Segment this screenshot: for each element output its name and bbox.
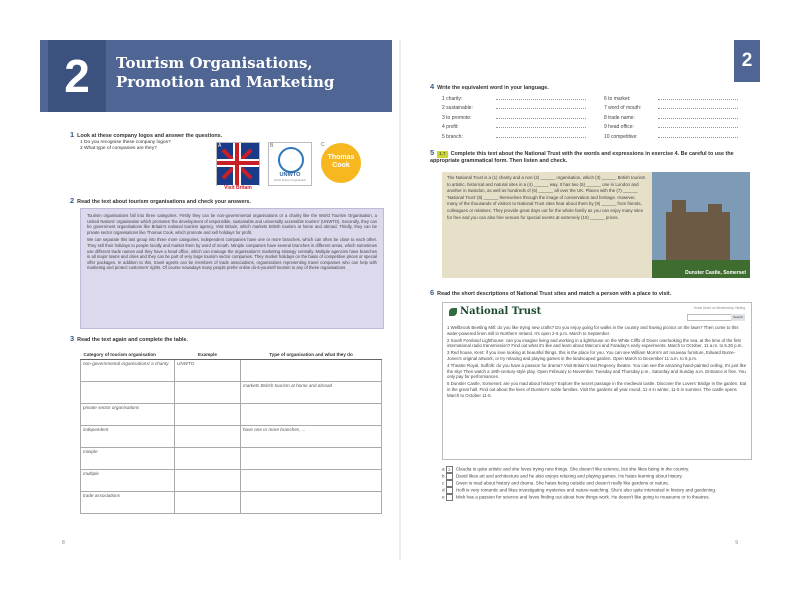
table-header-row [81, 350, 382, 360]
table-cell: miniple [81, 448, 175, 470]
table-cell[interactable] [175, 492, 241, 514]
table-row [81, 382, 382, 404]
word-item: 2 sustainable: [442, 103, 586, 112]
table-cell[interactable] [241, 360, 382, 382]
table-row [81, 448, 382, 470]
table-cell[interactable] [175, 426, 241, 448]
table-row [81, 404, 382, 426]
left-page [40, 40, 392, 560]
table-cell[interactable] [241, 404, 382, 426]
chapter-number: 2 [48, 40, 106, 112]
answer-line[interactable] [658, 103, 738, 109]
exercise-instruction: Read the text about tourism organisations and check your answers. [77, 199, 251, 205]
exercise-4 [430, 84, 730, 92]
exercise-instruction: Complete this text about the National Trust with the words and expressions in exercise 4. Be careful to use the appropriate grammatical form. Then listen and check. [430, 151, 734, 164]
wordlist-col-2 [604, 94, 738, 141]
dunster-castle-photo [652, 172, 750, 278]
logo-letter-c: C [321, 142, 325, 148]
exercise-number: 4 [430, 82, 435, 91]
answer-box[interactable] [446, 480, 453, 487]
answer-item: d Holli is very romantic and likes investigating mysteries and nature-watching. She's also quite interested in history and gardening. [442, 487, 717, 493]
word-item: 5 branch: [442, 132, 586, 141]
table-cell[interactable] [175, 404, 241, 426]
word-item: 10 competitive: [604, 132, 738, 141]
logo-letter-b: B [270, 143, 274, 149]
national-trust-webpage [442, 302, 752, 460]
answer-line[interactable] [658, 113, 738, 119]
answer-line[interactable] [658, 122, 738, 128]
matching-answers [442, 466, 742, 501]
chapter-title: Tourism Organisations, Promotion and Marketing [116, 54, 335, 91]
exercise-instruction: Look at these company logos and answer the questions. [77, 133, 223, 139]
unwto-logo [268, 142, 312, 186]
table-cell[interactable] [81, 382, 175, 404]
table-header: Example [175, 350, 241, 360]
exercise-number: 3 [70, 334, 75, 343]
site-descriptions [447, 325, 747, 399]
audio-track-badge[interactable]: 1.7 [439, 151, 446, 156]
answer-box[interactable] [446, 487, 453, 494]
table-row [81, 360, 382, 382]
answer-item: c Gwen is mad about history and drama. She hates being outside and doesn't really like gardens or nature. [442, 480, 670, 486]
castle-tower [708, 204, 722, 220]
table-cell[interactable] [175, 448, 241, 470]
word-item: 3 to promote: [442, 113, 586, 122]
castle-tower [672, 200, 686, 220]
table-row [81, 470, 382, 492]
unwto-subcaption: World Tourism Organization [274, 179, 306, 182]
table-cell: trade associations [81, 492, 175, 514]
flag-cross [217, 161, 259, 165]
chapter-banner [40, 40, 392, 112]
word-item: 7 word of mouth: [604, 103, 738, 112]
exercise-instruction: Read the short descriptions of National Trust sites and match a person with a place to visit. [437, 291, 672, 297]
site-item: 2 South Foreland Lighthouse: can you imagine living and working in a lighthouse on the White Cliffs of Dover overlooking the sea, at the time of the first international radio transmission? Find out what it's like and learn about Marconi and Faraday's early experiments. March to October, 11 a.m. to 5.30 p.m. [447, 337, 743, 349]
answer-line[interactable] [496, 132, 586, 138]
exercise-number: 2 [70, 196, 75, 205]
page-number: 8 [62, 540, 65, 546]
answer-line[interactable] [496, 94, 586, 100]
table-cell[interactable] [175, 470, 241, 492]
reading-text [87, 213, 377, 271]
table-cell: markets British tourism at home and abroad [241, 382, 382, 404]
national-trust-logo: National Trust [449, 306, 541, 317]
thomas-cook-logo [320, 142, 362, 184]
answer-line[interactable] [496, 103, 586, 109]
national-trust-gap-text: The National Trust is a (1) charity and a non-(2) ______ organisation, which (3) ______ British tourism to artistic, historical and natural sites in a (4) ______ way. It has two (5) ______ one in London and another in Swindon, as well as hundreds of (6) ______ all over the UK. Places with the (7) ______ 'National Trust' (8) ______ themselves through the image of conservation and heritage. However, many of the thousands of visitors to National Trust sites hear about them by (9) ______ from friends, colleagues or relatives. They provide great days out for the whole family as you can enjoy many sites for free and you can also hire venues for special events at extremely (10) ______ prices. [442, 172, 652, 278]
answer-line[interactable] [658, 94, 738, 100]
table-cell[interactable] [241, 470, 382, 492]
answer-box[interactable] [446, 473, 453, 480]
answer-box[interactable] [446, 494, 453, 501]
answer-item: b David likes art and architecture and he also enjoys relaxing and playing games. He hates learning about history. [442, 473, 683, 479]
organisation-table [80, 350, 382, 514]
exercise-3 [70, 336, 380, 344]
answer-item: e Mick has a passion for science and loves finding out about how things work. He doesn't like going to museums or to theatres. [442, 494, 710, 500]
exercise-2 [70, 198, 380, 206]
visit-britain-caption: Visit Britain [217, 185, 259, 191]
wordlist-col-1 [442, 94, 586, 141]
answer-box[interactable]: 2 [446, 466, 453, 473]
site-nav[interactable]: Home About us Membership Visiting [693, 306, 745, 310]
unwto-caption: UNWTO [279, 172, 301, 178]
table-cell: have one or more branches, ... [241, 426, 382, 448]
site-item: 3 Red house, Kent: if you love looking at beautiful things, this is the place for you. You can see William Morris's art nouveau furniture, Edward Burne-Jones's original artwork, or try relaxing and playing games in the landscaped garden. Open March to December 11 a.m. to 5 p.m. [447, 350, 736, 361]
spine-fold [399, 40, 401, 560]
exercise-number: 1 [70, 130, 75, 139]
paragraph-2: We can separate this last group into three more categories, independent companies have one or more branches, which can often be close to each other. They sell their holidays to people locally and market them by word of mouth. Miniple companies have several branches in different areas, which sometimes use different trade names and they have a head office, which can manage the organisation's marketing strategy centrally. Multiple agencies have branches in all major towns and cities and they can be part of very large tourism sector companies. They market holidays on the basis of competitive prices or special offer packages. In addition to this, travel agents can be members of trade associations, organisations representing travel companies who can help with marketing and protect customers' rights. Of course nowadays many people prefer online do-it-yourself tourism to any of these organisations. [87, 237, 377, 271]
answer-line[interactable] [658, 132, 738, 138]
paragraph-1: Tourism organisations fall into three categories. Firstly they can be non-governmental organisations or a charity like the World Tourism Organisation, a United Nations' organisation which promotes 'the development of responsible, sustainable and universally accessible tourism' (UNWTO). Secondly, they can be government organisations like Britain's national tourism agency, Visit Britain, which markets British tourism at home and abroad. Thirdly, they can be private sector organisations like Thomas Cook, which promote and sell holidays for profit. [87, 213, 377, 235]
search-button[interactable]: Search [731, 314, 745, 321]
table-cell: non-governmental organisations/ a charity [81, 360, 175, 382]
table-header: Category of tourism organisation [81, 350, 175, 360]
site-item: 1 Wellbrook Beetling Mill: do you like trying new crafts? Do you enjoy going for walks in the country and having picnics on the lawn? Then come to this water-powered linen mill in Northern Ireland. It's open 2-6 p.m. March to September. [447, 325, 739, 336]
question-2: 2 What type of companies are they? [80, 145, 157, 151]
question-1: 1 Do you recognise these company logos? [80, 139, 171, 145]
globe-icon [278, 147, 304, 173]
table-cell[interactable] [175, 382, 241, 404]
table-header: Type of organisation and what they do [241, 350, 382, 360]
answer-line[interactable] [496, 113, 586, 119]
exercise-6 [430, 290, 750, 298]
word-item: 1 charity: [442, 94, 586, 103]
table-row [81, 492, 382, 514]
reading-text-panel [80, 208, 384, 329]
word-item: 8 trade name: [604, 113, 738, 122]
chapter-tab: 2 [734, 40, 760, 82]
logo-letter-a: A [218, 143, 222, 149]
table-cell[interactable] [241, 448, 382, 470]
exercise-instruction: Read the text again and complete the table. [77, 337, 189, 343]
table-cell: private sector organisations [81, 404, 175, 426]
site-item: 5 Dunster Castle, Somerset: are you mad about history? Explore the secret passage in the medieval castle. Discover the Lovers' Bridge in the garden. Eat in the great hall. Find out about the lives of Dunster's noble families. Visit the gardens all year round, 11-4 in winter, 11-5 in summer. The castle opens March to October 11-5. [447, 381, 747, 398]
exercise-instruction: Write the equivalent word in your language. [437, 85, 549, 91]
table-cell: multiple [81, 470, 175, 492]
answer-item: a 2 Claudia is quite artistic and she loves trying new things. She doesn't like science, but she likes being in the country. [442, 466, 690, 472]
answer-line[interactable] [496, 122, 586, 128]
exercise-number: 5 [430, 148, 435, 157]
table-cell: independent [81, 426, 175, 448]
table-cell: UNWTO [175, 360, 241, 382]
oak-leaf-icon [449, 308, 457, 316]
word-item: 9 head office: [604, 122, 738, 131]
table-cell[interactable] [241, 492, 382, 514]
exercise-5 [430, 150, 750, 164]
thomas-cook-caption: Thomas Cook [327, 154, 355, 169]
site-item: 4 Theatre Royal, Suffolk: do you have a passion for drama? Visit Britain's last Regency theatre. You can see the amazing hand-painted ceiling. It's just like the sky! Then watch a 19th-century-style play. Open February to November, Tuesday and Thursday p.m., Saturday and Sunday a.m. Entrance is free. You only pay for performances. [447, 362, 747, 380]
exercise-number: 6 [430, 288, 435, 297]
table-row [81, 426, 382, 448]
photo-caption: Dunster Castle, Somerset [685, 270, 746, 276]
page-number: 9 [735, 540, 738, 546]
right-page [408, 40, 760, 560]
visit-britain-logo [216, 142, 260, 191]
word-item: 4 profit: [442, 122, 586, 131]
word-item: 6 to market: [604, 94, 738, 103]
